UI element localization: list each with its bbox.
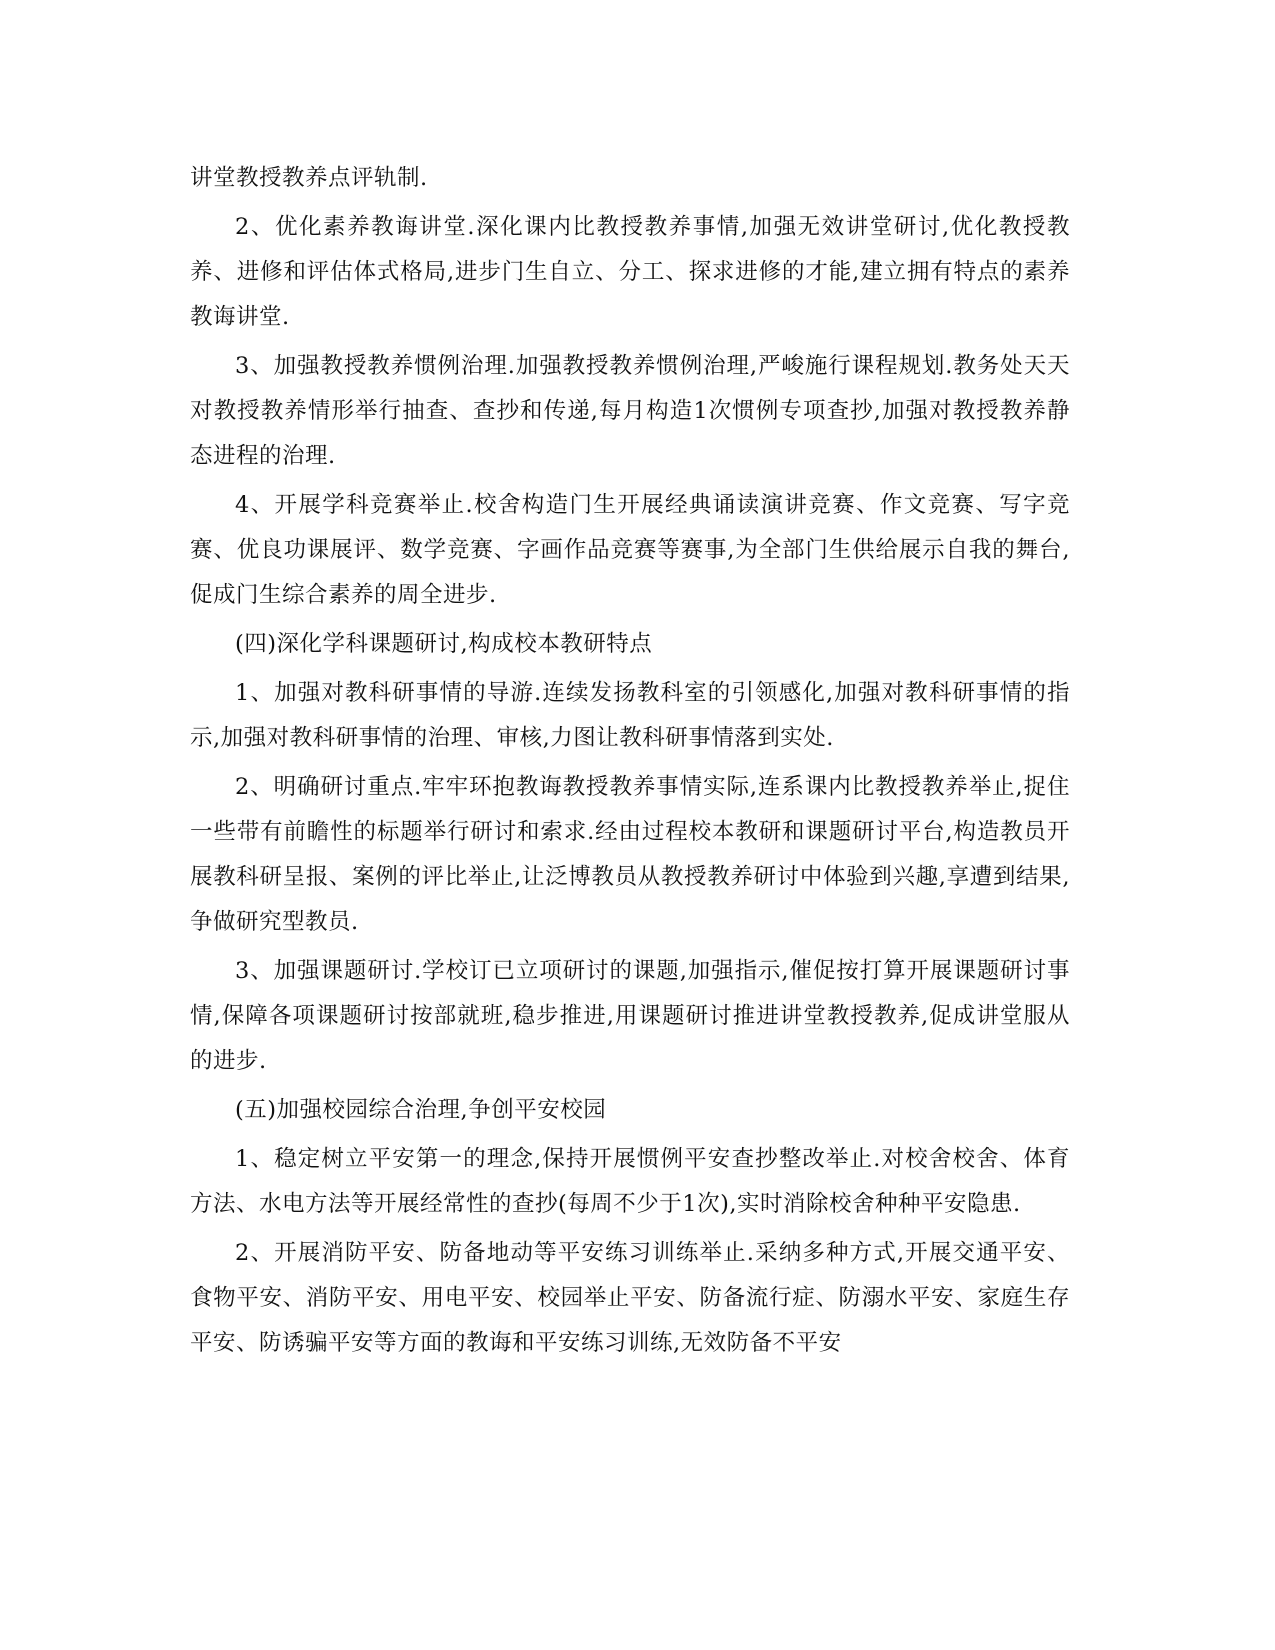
paragraph-item-2: 2、开展消防平安、防备地动等平安练习训练举止.采纳多种方式,开展交通平安、食物平安、消防平安、用电平安、校园举止平安、防备流行症、防溺水平安、家庭生存平安、防诱骗平安等方面的教诲和平安练习训练,无效防备不平安 bbox=[190, 1240, 1070, 1356]
paragraph-item-4: 4、开展学科竞赛举止.校舍构造门生开展经典诵读演讲竞赛、作文竞赛、写字竞赛、优良功课展评、数学竞赛、字画作品竞赛等赛事,为全部门生供给展示自我的舞台,促成门生综合素养的周全进步. bbox=[190, 492, 1070, 608]
paragraph-continuation: 讲堂教授教养点评轨制. bbox=[190, 165, 428, 191]
document-body bbox=[190, 156, 1070, 1370]
paragraph-item-1: 1、加强对教科研事情的导游.连续发扬教科室的引领感化,加强对教科研事情的指示,加强对教科研事情的治理、审核,力图让教科研事情落到实处. bbox=[190, 680, 1070, 751]
section-heading-5: (五)加强校园综合治理,争创平安校园 bbox=[235, 1097, 607, 1123]
paragraph-item-2: 2、优化素养教诲讲堂.深化课内比教授教养事情,加强无效讲堂研讨,优化教授教养、进修和评估体式格局,进步门生自立、分工、探求进修的才能,建立拥有特点的素养教诲讲堂. bbox=[190, 214, 1070, 330]
paragraph-item-1: 1、稳定树立平安第一的理念,保持开展惯例平安查抄整改举止.对校舍校舍、体育方法、水电方法等开展经常性的查抄(每周不少于1次),实时消除校舍种种平安隐患. bbox=[190, 1146, 1070, 1217]
section-heading-4: (四)深化学科课题研讨,构成校本教研特点 bbox=[235, 631, 653, 657]
paragraph-item-2: 2、明确研讨重点.牢牢环抱教诲教授教养事情实际,连系课内比教授教养举止,捉住一些带有前瞻性的标题举行研讨和索求.经由过程校本教研和课题研讨平台,构造教员开展教科研呈报、案例的评比举止,让泛博教员从教授教养研讨中体验到兴趣,享遭到结果,争做研究型教员. bbox=[190, 774, 1070, 935]
paragraph-item-3: 3、加强课题研讨.学校订已立项研讨的课题,加强指示,催促按打算开展课题研讨事情,保障各项课题研讨按部就班,稳步推进,用课题研讨推进讲堂教授教养,促成讲堂服从的进步. bbox=[190, 958, 1070, 1074]
paragraph-item-3: 3、加强教授教养惯例治理.加强教授教养惯例治理,严峻施行课程规划.教务处天天对教授教养情形举行抽查、查抄和传递,每月构造1次惯例专项查抄,加强对教授教养静态进程的治理. bbox=[190, 353, 1070, 469]
